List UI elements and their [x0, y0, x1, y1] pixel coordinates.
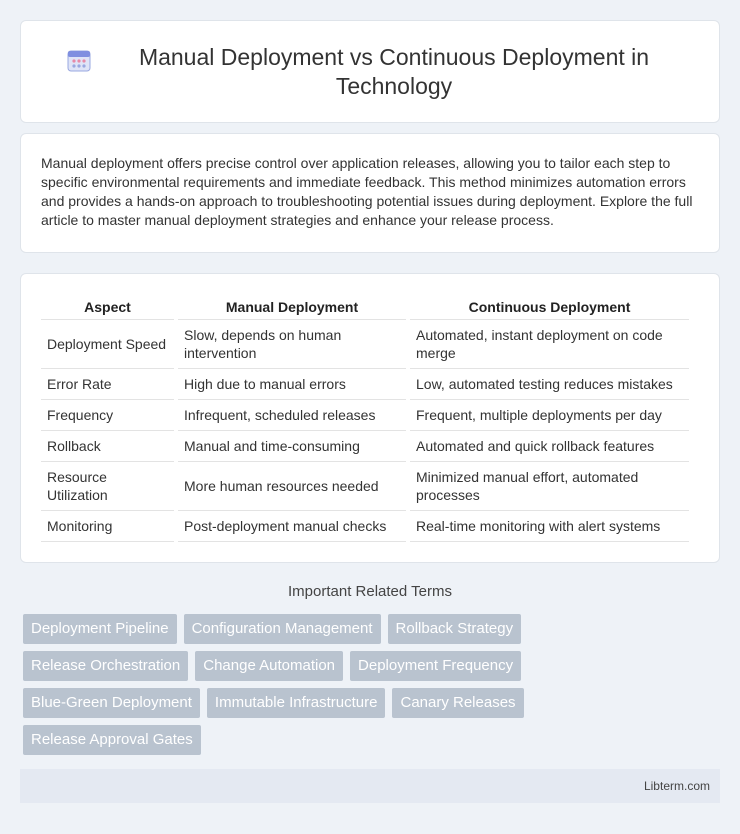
table-row: [41, 431, 689, 462]
tag-immutable-infrastructure[interactable]: Immutable Infrastructure: [207, 688, 386, 718]
tag-deployment-pipeline[interactable]: Deployment Pipeline: [23, 614, 177, 644]
table-cell: Monitoring: [41, 511, 174, 542]
related-terms-title: Important Related Terms: [288, 583, 452, 600]
tag-row: [23, 725, 723, 755]
tag-row: [23, 614, 723, 644]
table-row: [41, 400, 689, 431]
table-cell: More human resources needed: [178, 462, 406, 511]
tag-row: [23, 688, 723, 718]
table-cell: Slow, depends on human intervention: [178, 320, 406, 369]
table-cell: Manual and time-consuming: [178, 431, 406, 462]
header-manual: Manual Deployment: [178, 294, 406, 320]
table-cell: Frequency: [41, 400, 174, 431]
comparison-card: [20, 273, 720, 563]
header-card: [20, 20, 720, 123]
table-header-row: [41, 294, 689, 320]
table-cell: Real-time monitoring with alert systems: [410, 511, 689, 542]
intro-card: [20, 133, 720, 253]
related-terms: [23, 614, 723, 762]
table-cell: Rollback: [41, 431, 174, 462]
header-aspect: Aspect: [41, 294, 174, 320]
tag-row: [23, 651, 723, 681]
table-cell: Infrequent, scheduled releases: [178, 400, 406, 431]
table-cell: Post-deployment manual checks: [178, 511, 406, 542]
calendar-icon: [66, 47, 92, 73]
table-cell: Low, automated testing reduces mistakes: [410, 369, 689, 400]
table-cell: Frequent, multiple deployments per day: [410, 400, 689, 431]
table-cell: Deployment Speed: [41, 320, 174, 369]
header-continuous: Continuous Deployment: [410, 294, 689, 320]
intro-text: Manual deployment offers precise control over application releases, allowing you to tailor each step to specific environmental requirements and immediate feedback. This method minimizes automation errors and provides a hands-on approach to troubleshooting potential issues during deployment. Explore the full article to master manual deployment strategies and enhance your release process.: [41, 155, 693, 228]
table-cell: Automated, instant deployment on code merge: [410, 320, 689, 369]
footer-site-link[interactable]: Libterm.com: [643, 779, 710, 793]
tag-rollback-strategy[interactable]: Rollback Strategy: [388, 614, 522, 644]
tag-configuration-management[interactable]: Configuration Management: [184, 614, 381, 644]
footer: [20, 769, 720, 803]
tag-change-automation[interactable]: Change Automation: [195, 651, 343, 681]
table-row: [41, 320, 689, 369]
tag-deployment-frequency[interactable]: Deployment Frequency: [350, 651, 521, 681]
table-cell: Minimized manual effort, automated processes: [410, 462, 689, 511]
comparison-table: [37, 294, 693, 542]
table-cell: Error Rate: [41, 369, 174, 400]
tag-blue-green-deployment[interactable]: Blue-Green Deployment: [23, 688, 200, 718]
table-cell: Automated and quick rollback features: [410, 431, 689, 462]
table-cell: Resource Utilization: [41, 462, 174, 511]
page-title: Manual Deployment vs Continuous Deployment in Technology: [138, 43, 650, 99]
table-cell: High due to manual errors: [178, 369, 406, 400]
tag-canary-releases[interactable]: Canary Releases: [392, 688, 523, 718]
table-row: [41, 511, 689, 542]
tag-release-approval-gates[interactable]: Release Approval Gates: [23, 725, 201, 755]
table-row: [41, 369, 689, 400]
table-row: [41, 462, 689, 511]
tag-release-orchestration[interactable]: Release Orchestration: [23, 651, 188, 681]
